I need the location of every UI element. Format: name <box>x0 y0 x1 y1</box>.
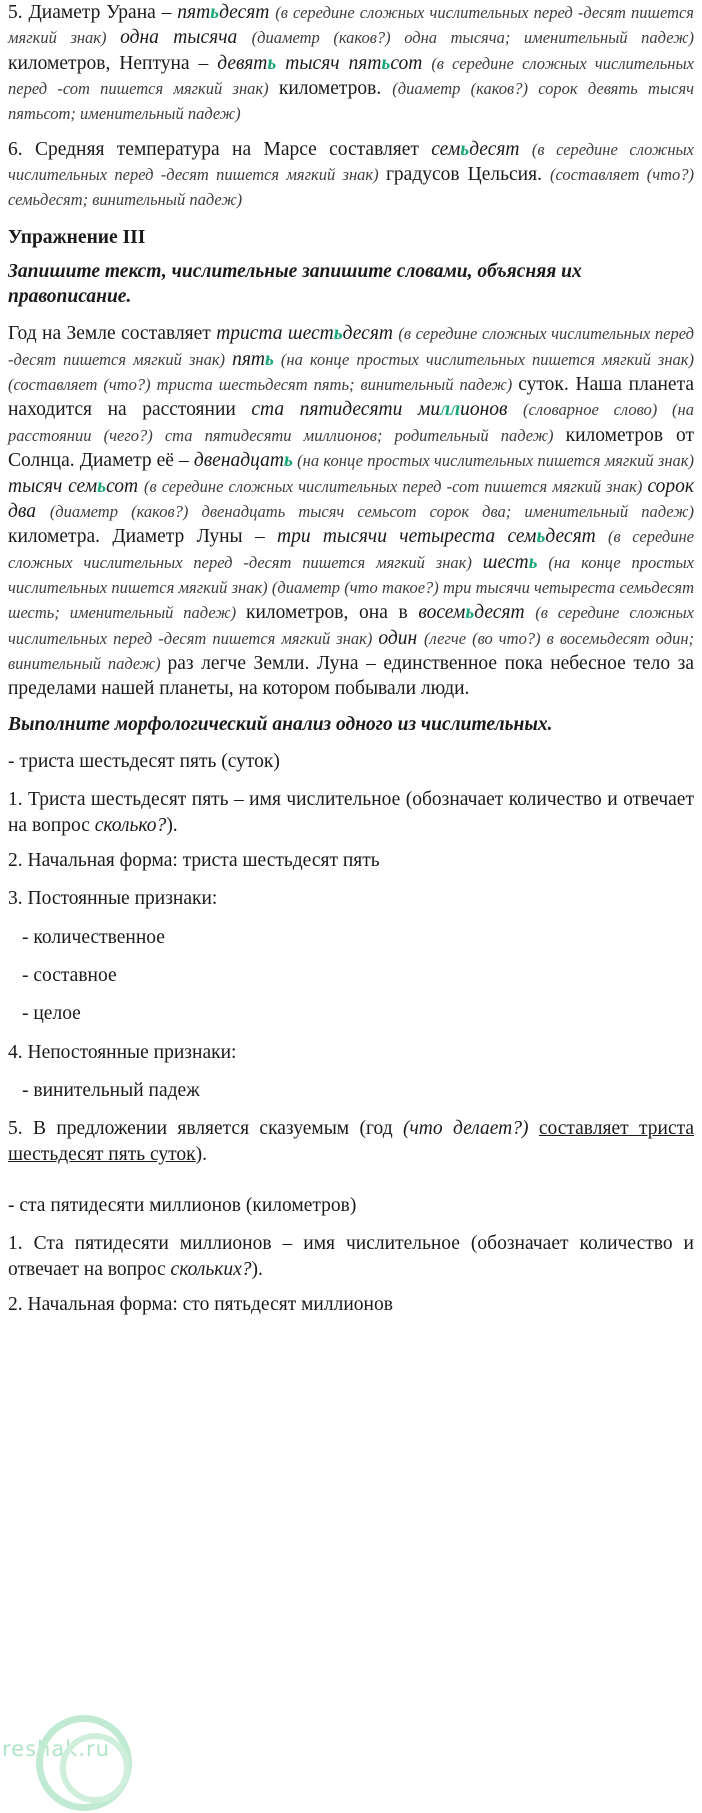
explanation-note: (словарное слово) (на расстоянии (чего?) ста пятидесяти миллионов; родительный падеж) <box>8 400 694 445</box>
explanation-note: (в середине сложных числительных перед -десят пишется мягкий знак) <box>8 3 694 48</box>
body-text: километра. Диаметр Луны – <box>8 526 278 548</box>
explanation-note: (в середине сложных числительных перед -сот пишется мягкий знак) <box>143 476 648 496</box>
body-text: раз легче Земли. Луна – единственное пока небесное тело за пределами нашей планеты, на котором побывали люди. <box>8 652 695 700</box>
paragraph <box>8 321 694 701</box>
explanation-note: (легче (во что?) в восемьдесят один; винительный падеж) <box>8 628 694 673</box>
emphasis-text: сот <box>390 52 432 74</box>
text-line: 3. Постоянные признаки: <box>8 888 218 910</box>
emphasis-text: одна тысяча <box>120 27 252 49</box>
body-text: километров, она в <box>246 602 419 624</box>
explanation-note: (в середине сложных числительных перед -десят пишется мягкий знак) <box>8 139 694 185</box>
highlighted-letter: ь <box>528 551 538 573</box>
emphasis-text: десят <box>342 323 399 345</box>
body-text: 5. Диаметр Урана – <box>8 2 178 23</box>
emphasis-text: скольких? <box>170 1258 252 1280</box>
emphasis-text: десят <box>219 2 276 23</box>
text-line: 2. Начальная форма: триста шестьдесят пять <box>8 849 380 871</box>
list-item: - винительный падеж <box>22 1080 200 1102</box>
explanation-note: (на конце простых числительных пишется мягкий знак) (диаметр (что такое?) три тысячи четыреста семьдесят шесть; именительный падеж) <box>8 552 695 623</box>
explanation-note: (в середине сложных числительных перед -десят пишется мягкий знак) <box>8 527 694 572</box>
emphasis-text: девят <box>217 52 268 74</box>
highlighted-letter: ь <box>210 2 220 23</box>
explanation-note: (на конце простых числительных пишется мягкий знак) <box>292 451 694 471</box>
explanation-note: (в середине сложных числительных перед -десят пишется мягкий знак) <box>8 603 695 648</box>
highlighted-letter: ь <box>460 138 470 160</box>
highlighted-letter: ь <box>264 348 274 370</box>
emphasis-text: десят <box>474 602 536 624</box>
body-text: километров от Солнца. Диаметр её – <box>8 424 694 472</box>
explanation-note: (в середине сложных числительных перед -сот пишется мягкий знак) <box>8 53 694 99</box>
emphasis-text: двенадцат <box>193 450 284 472</box>
emphasis-text: ста пятидесяти ми <box>251 399 441 421</box>
watermark <box>0 1693 250 1813</box>
explanation-note: (на конце простых числительных пишется мягкий знак) (составляет (что?) триста шестьдесят пять; винительный падеж) <box>8 349 694 395</box>
list-item: - количественное <box>22 926 165 948</box>
spacer <box>8 1177 694 1193</box>
text-line: 4. Непостоянные признаки: <box>8 1041 237 1063</box>
highlighted-letter: ь <box>536 526 546 548</box>
paragraph <box>8 0 694 127</box>
list-item: - составное <box>22 965 117 986</box>
emphasis-text: сем <box>431 138 461 160</box>
explanation-note: (составляет (что?) семьдесят; винительный падеж) <box>8 165 694 210</box>
body-text: Год на Земле составляет <box>8 323 217 345</box>
emphasis-text: сколько? <box>94 814 167 836</box>
document-content <box>8 0 694 1317</box>
body-text: ). <box>251 1258 263 1280</box>
text-line: - триста шестьдесят пять (суток) <box>8 750 280 772</box>
paragraph <box>8 1231 694 1282</box>
task-instruction: Запишите текст, числительные запишите словами, объясняя их правописание. <box>8 260 582 308</box>
explanation-note: (диаметр (каков?) двенадцать тысяч семьсот сорок два; именительный падеж) <box>49 501 694 521</box>
emphasis-text: сот <box>106 475 144 497</box>
body-text: ). <box>166 814 178 836</box>
explanation-note: (диаметр (каков?) одна тысяча; именительный падеж) <box>251 28 694 48</box>
highlighted-letter: ь <box>97 475 107 497</box>
emphasis-text: шест <box>482 551 529 573</box>
emphasis-text: триста шест <box>216 323 334 345</box>
emphasis-text: (что делает?) <box>402 1118 529 1140</box>
watermark-ring-inner <box>60 1733 130 1803</box>
emphasis-text: десят <box>545 526 609 548</box>
body-text: градусов Цельсия. <box>385 164 551 186</box>
body-text: 5. В предложении является сказуемым (год <box>8 1118 403 1140</box>
emphasis-text: пят <box>177 2 211 23</box>
emphasis-text: тысяч сем <box>8 475 98 497</box>
emphasis-text: три тысячи четыреста сем <box>277 526 537 548</box>
highlighted-letter: ь <box>381 52 391 74</box>
emphasis-text: один <box>378 627 424 649</box>
highlighted-letter: ь <box>333 323 343 345</box>
explanation-note: (диаметр (каков?) сорок девять тысяч пятьсот; именительный падеж) <box>8 79 694 124</box>
explanation-note: (в середине сложных числительных перед -десят пишется мягкий знак) <box>8 324 694 369</box>
list-item: - целое <box>22 1003 81 1025</box>
emphasis-text: сорок два <box>8 475 694 522</box>
body-text: 1. Ста пятидесяти миллионов – имя числительное (обозначает количество и отвечает на вопрос <box>8 1233 694 1280</box>
emphasis-text: восем <box>418 602 466 624</box>
watermark-text: reshak.ru <box>2 1737 110 1761</box>
body-text: километров. <box>278 78 393 100</box>
body-text: 6. Средняя температура на Марсе составляет <box>8 138 432 160</box>
highlighted-letter: ь <box>283 450 293 472</box>
body-text: ). <box>195 1143 208 1165</box>
highlighted-letter: лл <box>440 399 461 421</box>
paragraph <box>8 787 694 838</box>
body-text <box>528 1118 538 1139</box>
highlighted-letter: ь <box>267 52 277 74</box>
emphasis-text: ионов <box>460 399 524 421</box>
underlined-text: составляет триста шестьдесят пять суток <box>8 1118 695 1165</box>
body-text: километров, Нептуна – <box>8 52 218 74</box>
highlighted-letter: ь <box>465 602 475 624</box>
text-line: 2. Начальная форма: сто пятьдесят миллионов <box>8 1294 393 1316</box>
body-text: 1. Триста шестьдесят пять – имя числительное (обозначает количество и отвечает на вопрос <box>8 789 694 836</box>
body-text: суток. Наша планета находится на расстоянии <box>8 374 694 421</box>
paragraph <box>8 137 694 213</box>
section-heading: Упражнение III <box>8 226 146 248</box>
task-instruction: Выполните морфологический анализ одного из числительных. <box>8 713 553 735</box>
emphasis-text: десят <box>469 138 532 160</box>
emphasis-text: пят <box>232 348 265 370</box>
paragraph <box>8 1116 694 1167</box>
watermark-ring-outer <box>36 1715 132 1811</box>
emphasis-text: тысяч пят <box>276 52 382 74</box>
text-line: - ста пятидесяти миллионов (километров) <box>8 1195 357 1217</box>
